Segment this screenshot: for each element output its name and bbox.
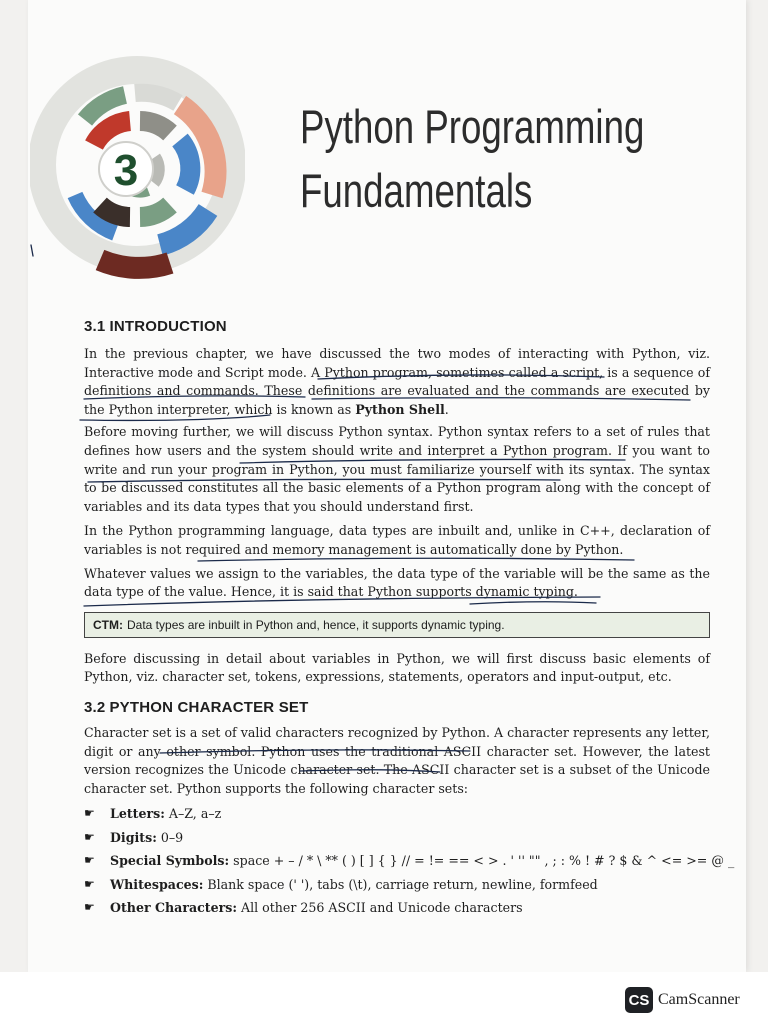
list-term: Whitespaces: xyxy=(110,876,204,892)
list-item xyxy=(84,896,710,920)
paragraph-text: . xyxy=(444,401,449,417)
camscanner-logo-icon: CS xyxy=(625,987,653,1013)
pointing-hand-icon: ☛ xyxy=(84,853,95,868)
emblem-segment xyxy=(180,140,190,190)
list-term: Digits: xyxy=(110,829,157,845)
list-text: 0–9 xyxy=(160,829,184,845)
emblem-segment xyxy=(154,157,159,183)
ctm-label: CTM: xyxy=(93,617,123,632)
intro-paragraph-2: Before moving further, we will discuss Python syntax. Python syntax refers to a set of rules that defines how users and the system should write and interpret a Python program. If you want to write and run your program in Python, you must familiarize yourself with its syntax. The syntax to be discussed constitutes all the basic elements of a Python program along with the concept of variables and its data types that you should understand first. xyxy=(84,424,710,514)
list-item xyxy=(84,826,710,850)
intro-paragraph-5: Before discussing in detail about variables in Python, we will first discuss basic elements of Python, viz. character set, tokens, expressions, statements, operators and input-output, etc. xyxy=(84,650,710,685)
character-set-list xyxy=(84,802,735,920)
camscanner-text: CamScanner xyxy=(658,991,740,1008)
ctm-note-box xyxy=(84,612,710,638)
list-item xyxy=(84,849,735,873)
ctm-text: Data types are inbuilt in Python and, hence, it supports dynamic typing. xyxy=(127,617,505,632)
character-set-paragraph: Character set is a set of valid characters recognized by Python. A character represents any letter, digit or any other symbol. Python uses the traditional ASCII character set. However, the latest version recognizes the Unicode character set. The ASCII character set is a subset of the Unicode character set. Python supports the following character sets: xyxy=(84,724,710,796)
intro-paragraph-4: Whatever values we assign to the variables, the data type of the variable will be the same as the data type of the value. Hence, it is said that Python supports dynamic typing. xyxy=(84,565,710,600)
section-number: 3.1 xyxy=(84,318,106,335)
section-title: INTRODUCTION xyxy=(109,318,227,335)
paragraph-text: In the previous chapter, we have discussed the two modes of interacting with Python, viz. Interactive mode and Script mode. A Python program, sometimes called a script, is a sequence of definitions and commands. These definitions are evaluated and the commands are executed by the Python interpreter, which is known as xyxy=(84,346,710,417)
section-heading-introduction xyxy=(84,318,710,335)
emblem-segment xyxy=(140,205,170,217)
list-text: All other 256 ASCII and Unicode characters xyxy=(240,900,523,916)
pointing-hand-icon: ☛ xyxy=(84,829,95,844)
chapter-title-line2: Fundamentals xyxy=(300,164,533,217)
list-term: Letters: xyxy=(110,806,165,822)
section-heading-character-set xyxy=(84,699,710,716)
list-term: Other Characters: xyxy=(110,900,237,916)
bold-term: Python Shell xyxy=(355,401,445,417)
emblem-segment xyxy=(140,121,170,133)
list-item xyxy=(84,802,710,826)
intro-paragraph-1 xyxy=(84,345,710,419)
page-content xyxy=(84,318,735,920)
camscanner-watermark xyxy=(625,986,740,1014)
section-number: 3.2 xyxy=(84,698,106,716)
chapter-emblem-icon xyxy=(30,45,245,285)
pointing-hand-icon: ☛ xyxy=(84,900,95,915)
chapter-number: 3 xyxy=(113,146,139,195)
emblem-segment xyxy=(100,260,170,268)
chapter-title xyxy=(300,95,644,223)
list-item xyxy=(84,873,710,897)
emblem-segment xyxy=(100,205,130,217)
pointing-hand-icon: ☛ xyxy=(84,876,95,891)
intro-paragraph-3: In the Python programming language, data types are inbuilt and, unlike in C++, declaration of variables is not required and memory management is automatically done by Python. xyxy=(84,523,710,557)
list-text: A–Z, a–z xyxy=(168,806,222,822)
list-term: Special Symbols: xyxy=(110,853,230,869)
emblem-segment xyxy=(135,93,178,103)
list-text: Blank space (' '), tabs (\t), carriage return, newline, formfeed xyxy=(207,876,598,892)
section-title: PYTHON CHARACTER SET xyxy=(109,698,309,716)
list-text: space + – / * \ ** ( ) [ ] { } // = != == < > . ' '' "" , ; : % ! # ? $ & ^ <= >= @ _ xyxy=(233,853,735,869)
chapter-title-line1: Python Programming xyxy=(300,100,645,153)
pointing-hand-icon: ☛ xyxy=(84,806,95,821)
